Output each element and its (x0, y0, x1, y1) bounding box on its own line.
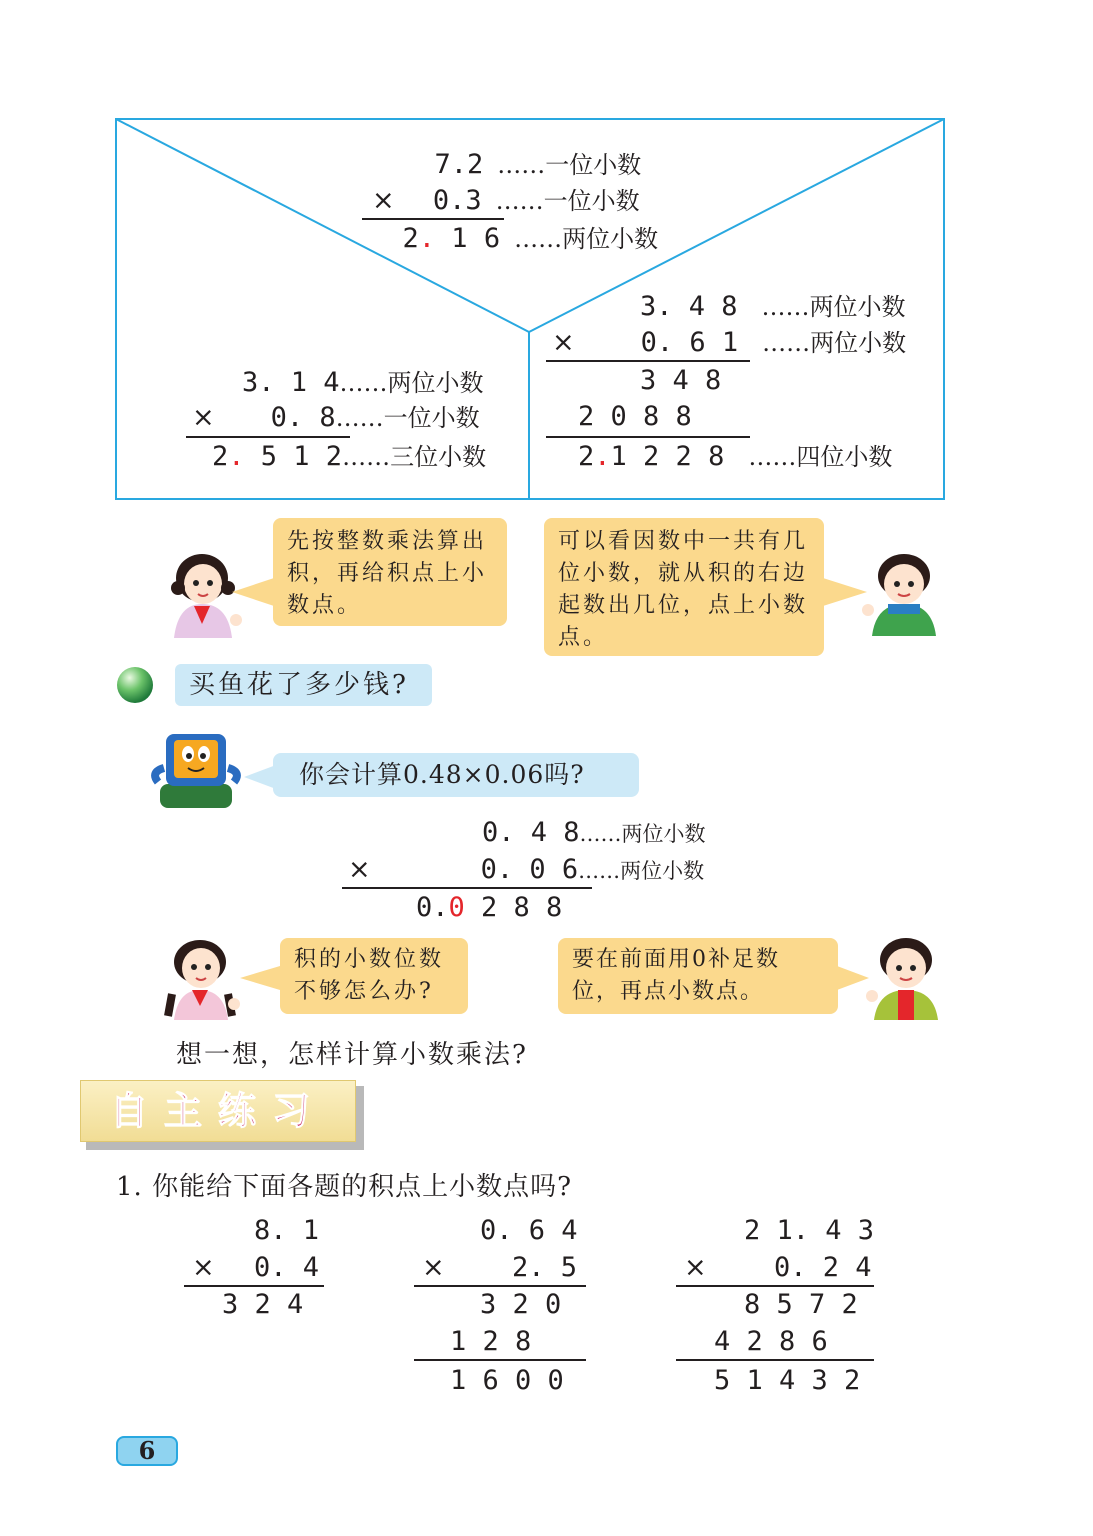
ex-c-partial1: 8 5 7 2 (744, 1289, 858, 1320)
bubble-tail (240, 966, 280, 990)
ex-a-rule (184, 1285, 324, 1287)
calc-left-rule (186, 436, 350, 438)
times-sign: × (192, 402, 215, 433)
calc-mid-factor1: 0. 4 8 (482, 817, 580, 848)
diagram-box (0, 0, 1093, 520)
calc-top-product-int: 2 (370, 223, 419, 254)
girl-speech-bubble-2: 积的小数位数不够怎么办? (280, 938, 468, 1014)
calc-right-factor2: 0. 6 1 (640, 327, 739, 358)
ex-c-rule1 (676, 1285, 874, 1287)
calc-top-factor1: 7.2 (402, 149, 484, 180)
calc-right-partial1: 3 4 8 (640, 365, 722, 396)
ex-b-rule1 (414, 1285, 586, 1287)
exercise-question-1: 1. 你能给下面各题的积点上小数点吗? (116, 1172, 573, 1202)
calc-right-product-int: 2 (578, 441, 595, 472)
ex-a-factor2: 0. 4 (254, 1252, 320, 1283)
girl-speech-bubble-1: 先按整数乘法算出积，再给积点上小数点。 (273, 518, 507, 626)
calc-mid-rule (342, 887, 592, 889)
ex-b-product: 1 6 0 0 (450, 1365, 564, 1396)
computer-speech-bubble: 你会计算0.48×0.06吗? (273, 753, 639, 797)
calc-mid-product-dec: 2 8 8 (464, 892, 563, 923)
calc-top-rule (362, 218, 504, 220)
calc-left-product-int: 2 (212, 441, 229, 472)
boy-speech-bubble-2: 要在前面用0补足数位，再点小数点。 (558, 938, 838, 1014)
ex-c-rule2 (676, 1359, 874, 1361)
times-sign: × (372, 185, 395, 216)
times-sign: × (422, 1252, 445, 1283)
green-ball-icon (116, 666, 154, 704)
ex-b-partial2: 1 2 8 (450, 1326, 532, 1357)
calc-mid-note1: ……两位小数 (579, 822, 706, 846)
ex-b-rule2 (414, 1359, 586, 1361)
section-title-banner (80, 1080, 364, 1150)
computer-mascot-illustration (150, 730, 242, 812)
question-banner: 买鱼花了多少钱? (175, 664, 432, 706)
ex-a-product: 3 2 4 (222, 1289, 304, 1320)
calc-top-factor2: 0.3 (416, 185, 482, 216)
bubble-tail (232, 578, 274, 606)
times-sign: × (684, 1252, 707, 1283)
ex-c-partial2: 4 2 8 6 (714, 1326, 828, 1357)
calc-right-factor1: 3. 4 8 (640, 291, 738, 322)
ex-b-factor1: 0. 6 4 (480, 1215, 578, 1246)
boy-speech-bubble-1: 可以看因数中一共有几位小数，就从积的右边起数出几位，点上小数点。 (544, 518, 824, 656)
bubble-tail (244, 765, 276, 789)
times-sign: × (348, 854, 371, 885)
calc-right-product-dec: 1 2 2 8 (610, 441, 725, 472)
times-sign: × (552, 327, 575, 358)
calc-top-note2: ……一位小数 (495, 187, 640, 215)
calc-left-note2: ……一位小数 (335, 404, 480, 432)
ex-c-factor2: 0. 2 4 (774, 1252, 872, 1283)
ex-b-factor2: 2. 5 (512, 1252, 578, 1283)
times-sign: × (192, 1252, 215, 1283)
calc-right-note3: ……四位小数 (748, 443, 893, 471)
calc-right-note2: ……两位小数 (762, 329, 907, 357)
ex-c-factor1: 2 1. 4 3 (744, 1215, 875, 1246)
calc-right-partial2: 2 0 8 8 (578, 401, 692, 432)
calc-top-note3: ……两位小数 (514, 225, 659, 253)
page-number: 6 (116, 1436, 178, 1466)
boy-illustration (860, 548, 944, 636)
girl-illustration (158, 934, 244, 1020)
calc-top-product-dec: 1 6 (435, 223, 501, 254)
calc-mid-product-int: 0. (416, 892, 449, 923)
boy-illustration (864, 934, 944, 1020)
calc-top-product-dot: . (418, 223, 436, 254)
calc-left-product-dec: 5 1 2 (244, 441, 343, 472)
ex-c-product: 5 1 4 3 2 (714, 1365, 861, 1396)
calc-top-note1: ……一位小数 (497, 151, 642, 179)
calc-left-note3: ……三位小数 (342, 443, 487, 471)
calc-mid-product-zero: 0 (448, 892, 465, 923)
calc-left-product-dot: . (228, 441, 245, 472)
ex-a-factor1: 8. 1 (254, 1215, 320, 1246)
calc-mid-note2: ……两位小数 (578, 859, 705, 883)
ex-b-partial1: 3 2 0 (480, 1289, 562, 1320)
calc-mid-factor2: 0. 0 6 (480, 854, 579, 885)
calc-right-note1: ……两位小数 (761, 293, 906, 321)
calc-left-factor2: 0. 8 (270, 402, 336, 433)
calc-right-product-dot: . (594, 441, 611, 472)
think-prompt: 想一想，怎样计算小数乘法? (176, 1040, 528, 1070)
calc-left-note1: ……两位小数 (339, 369, 484, 397)
section-title-text: 自主练习 (109, 1089, 326, 1133)
calc-right-rule1 (546, 360, 750, 362)
calc-left-factor1: 3. 1 4 (242, 367, 340, 398)
calc-right-rule2 (546, 436, 750, 438)
